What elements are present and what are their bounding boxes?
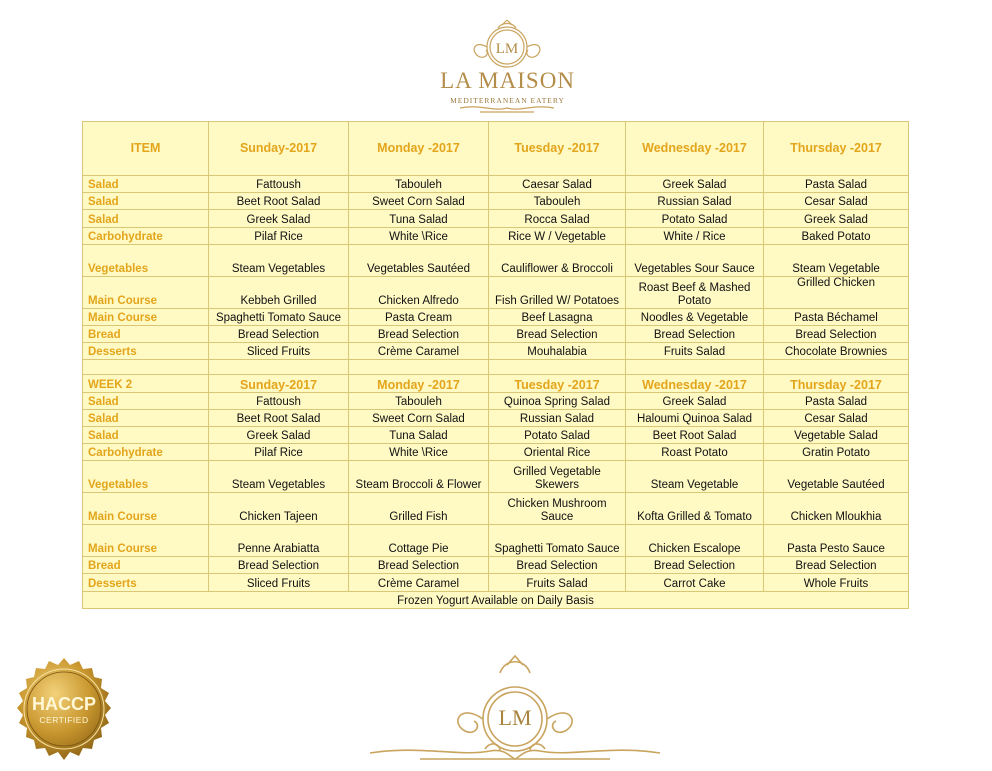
- menu-cell: Haloumi Quinoa Salad: [626, 409, 764, 426]
- table-row: [83, 574, 909, 591]
- empty-cell: [349, 360, 489, 375]
- menu-cell: Beet Root Salad: [626, 426, 764, 443]
- menu-cell: Pasta Béchamel: [764, 308, 909, 325]
- category-cell: Vegetables: [83, 461, 209, 493]
- menu-cell: Pilaf Rice: [209, 227, 349, 244]
- header-sunday: Sunday-2017: [209, 375, 349, 392]
- header-tuesday: Tuesday -2017: [489, 375, 626, 392]
- menu-cell: Quinoa Spring Salad: [489, 392, 626, 409]
- menu-cell: Bread Selection: [626, 557, 764, 574]
- menu-cell: Pasta Pesto Sauce: [764, 525, 909, 557]
- menu-cell: Fruits Salad: [626, 343, 764, 360]
- category-cell: Main Course: [83, 276, 209, 308]
- table-row: [83, 308, 909, 325]
- crest-monogram: LM: [498, 705, 532, 730]
- table-row: [83, 276, 909, 308]
- menu-cell: Vegetable Sautéed: [764, 461, 909, 493]
- menu-cell: Tuna Salad: [349, 426, 489, 443]
- menu-cell: Mouhalabia: [489, 343, 626, 360]
- table-row: [83, 461, 909, 493]
- category-cell: Desserts: [83, 574, 209, 591]
- menu-cell: Vegetables Sour Sauce: [626, 244, 764, 276]
- menu-cell: Bread Selection: [626, 325, 764, 342]
- table-row: [83, 244, 909, 276]
- menu-cell: Gratin Potato: [764, 444, 909, 461]
- menu-cell: Russian Salad: [489, 409, 626, 426]
- header-monday: Monday -2017: [349, 375, 489, 392]
- empty-cell: [764, 360, 909, 375]
- empty-cell: [209, 360, 349, 375]
- footer-row: [83, 591, 909, 608]
- menu-cell: Cesar Salad: [764, 409, 909, 426]
- menu-cell: Fish Grilled W/ Potatoes: [489, 276, 626, 308]
- badge-subtitle: CERTIFIED: [39, 715, 89, 725]
- menu-cell: Chicken Alfredo: [349, 276, 489, 308]
- menu-cell: Bread Selection: [209, 325, 349, 342]
- menu-cell: Chicken Tajeen: [209, 493, 349, 525]
- table-row: [83, 227, 909, 244]
- logo-monogram: LM: [495, 41, 519, 57]
- menu-cell: Kofta Grilled & Tomato: [626, 493, 764, 525]
- menu-cell: Steam Vegetables: [209, 244, 349, 276]
- menu-cell: Pilaf Rice: [209, 444, 349, 461]
- header-wednesday: Wednesday -2017: [626, 122, 764, 176]
- menu-cell: Potato Salad: [489, 426, 626, 443]
- menu-cell: Cottage Pie: [349, 525, 489, 557]
- menu-cell: Beet Root Salad: [209, 193, 349, 210]
- menu-cell: Grilled Chicken: [764, 276, 909, 308]
- menu-cell: Roast Beef & Mashed Potato: [626, 276, 764, 308]
- menu-cell: Sweet Corn Salad: [349, 193, 489, 210]
- table-row: [83, 392, 909, 409]
- menu-cell: Fattoush: [209, 176, 349, 193]
- menu-cell: Steam Vegetable: [626, 461, 764, 493]
- menu-cell: Penne Arabiatta: [209, 525, 349, 557]
- menu-cell: Cesar Salad: [764, 193, 909, 210]
- menu-cell: Russian Salad: [626, 193, 764, 210]
- table-row: [83, 409, 909, 426]
- menu-cell: Caesar Salad: [489, 176, 626, 193]
- category-cell: Carbohydrate: [83, 227, 209, 244]
- header-sunday: Sunday-2017: [209, 122, 349, 176]
- menu-cell: Bread Selection: [489, 557, 626, 574]
- menu-cell: Tabouleh: [489, 193, 626, 210]
- week1-header-row: [83, 122, 909, 176]
- menu-cell: Whole Fruits: [764, 574, 909, 591]
- menu-cell: Tuna Salad: [349, 210, 489, 227]
- category-cell: Main Course: [83, 525, 209, 557]
- header-thursday: Thursday -2017: [764, 375, 909, 392]
- menu-cell: Pasta Salad: [764, 392, 909, 409]
- category-cell: Vegetables: [83, 244, 209, 276]
- table-row: [83, 444, 909, 461]
- table-row: [83, 343, 909, 360]
- menu-cell: White / Rice: [626, 227, 764, 244]
- category-cell: Salad: [83, 210, 209, 227]
- menu-cell: Kebbeh Grilled: [209, 276, 349, 308]
- menu-cell: Fruits Salad: [489, 574, 626, 591]
- menu-cell: Chicken Mushroom Sauce: [489, 493, 626, 525]
- menu-cell: Greek Salad: [626, 392, 764, 409]
- logo-tagline: MEDITERRANEAN EATERY: [450, 96, 565, 105]
- menu-cell: Rocca Salad: [489, 210, 626, 227]
- menu-cell: Sliced Fruits: [209, 574, 349, 591]
- category-cell: Salad: [83, 426, 209, 443]
- menu-cell: Bread Selection: [764, 325, 909, 342]
- footer-note: Frozen Yogurt Available on Daily Basis: [83, 591, 909, 608]
- category-cell: Main Course: [83, 493, 209, 525]
- header-wednesday: Wednesday -2017: [626, 375, 764, 392]
- menu-cell: Bread Selection: [489, 325, 626, 342]
- la-maison-crest: [360, 653, 670, 766]
- header-item: ITEM: [83, 122, 209, 176]
- menu-cell: Sliced Fruits: [209, 343, 349, 360]
- table-row: [83, 176, 909, 193]
- menu-cell: Roast Potato: [626, 444, 764, 461]
- menu-cell: Pasta Salad: [764, 176, 909, 193]
- menu-cell: Tabouleh: [349, 392, 489, 409]
- menu-cell: Grilled Vegetable Skewers: [489, 461, 626, 493]
- table-row: [83, 525, 909, 557]
- menu-cell: Sweet Corn Salad: [349, 409, 489, 426]
- menu-cell: Baked Potato: [764, 227, 909, 244]
- menu-cell: Beet Root Salad: [209, 409, 349, 426]
- menu-cell: Crème Caramel: [349, 574, 489, 591]
- menu-cell: Steam Vegetable: [764, 244, 909, 276]
- menu-cell: Greek Salad: [209, 426, 349, 443]
- menu-cell: Steam Broccoli & Flower: [349, 461, 489, 493]
- table-row: [83, 426, 909, 443]
- menu-cell: Spaghetti Tomato Sauce: [209, 308, 349, 325]
- menu-cell: Oriental Rice: [489, 444, 626, 461]
- menu-cell: White \Rice: [349, 444, 489, 461]
- menu-cell: Potato Salad: [626, 210, 764, 227]
- menu-cell: Steam Vegetables: [209, 461, 349, 493]
- badge-title: HACCP: [31, 694, 96, 714]
- menu-cell: Cauliflower & Broccoli: [489, 244, 626, 276]
- menu-cell: Greek Salad: [764, 210, 909, 227]
- weekly-menu-table: [82, 121, 909, 609]
- menu-cell: Spaghetti Tomato Sauce: [489, 525, 626, 557]
- menu-cell: Rice W / Vegetable: [489, 227, 626, 244]
- table-row: [83, 193, 909, 210]
- menu-cell: Noodles & Vegetable: [626, 308, 764, 325]
- menu-cell: Grilled Fish: [349, 493, 489, 525]
- la-maison-logo: [420, 20, 595, 115]
- menu-cell: Bread Selection: [349, 557, 489, 574]
- table-row: [83, 493, 909, 525]
- menu-cell: Bread Selection: [209, 557, 349, 574]
- menu-cell: Carrot Cake: [626, 574, 764, 591]
- category-cell: Salad: [83, 409, 209, 426]
- empty-cell: [489, 360, 626, 375]
- menu-cell: Chicken Mloukhia: [764, 493, 909, 525]
- category-cell: Main Course: [83, 308, 209, 325]
- category-cell: Salad: [83, 176, 209, 193]
- menu-cell: Bread Selection: [349, 325, 489, 342]
- haccp-certified-badge: [10, 656, 118, 764]
- menu-cell: Vegetables Sautéed: [349, 244, 489, 276]
- empty-cell: [626, 360, 764, 375]
- table-row: [83, 325, 909, 342]
- header-monday: Monday -2017: [349, 122, 489, 176]
- category-cell: Carbohydrate: [83, 444, 209, 461]
- menu-cell: Vegetable Salad: [764, 426, 909, 443]
- menu-cell: Bread Selection: [764, 557, 909, 574]
- table-row: [83, 210, 909, 227]
- header-thursday: Thursday -2017: [764, 122, 909, 176]
- category-cell: Bread: [83, 325, 209, 342]
- menu-cell: Greek Salad: [209, 210, 349, 227]
- category-cell: Desserts: [83, 343, 209, 360]
- menu-cell: Greek Salad: [626, 176, 764, 193]
- table-row: [83, 557, 909, 574]
- menu-cell: Crème Caramel: [349, 343, 489, 360]
- menu-cell: Chicken Escalope: [626, 525, 764, 557]
- header-tuesday: Tuesday -2017: [489, 122, 626, 176]
- empty-cell: [83, 360, 209, 375]
- header-week2: WEEK 2: [83, 375, 209, 392]
- menu-cell: White \Rice: [349, 227, 489, 244]
- spacer-row: [83, 360, 909, 375]
- logo-brand-name: LA MAISON: [440, 68, 575, 93]
- menu-cell: Fattoush: [209, 392, 349, 409]
- category-cell: Salad: [83, 193, 209, 210]
- category-cell: Bread: [83, 557, 209, 574]
- menu-cell: Beef Lasagna: [489, 308, 626, 325]
- menu-cell: Chocolate Brownies: [764, 343, 909, 360]
- menu-cell: Pasta Cream: [349, 308, 489, 325]
- category-cell: Salad: [83, 392, 209, 409]
- week2-header-row: [83, 375, 909, 392]
- menu-cell: Tabouleh: [349, 176, 489, 193]
